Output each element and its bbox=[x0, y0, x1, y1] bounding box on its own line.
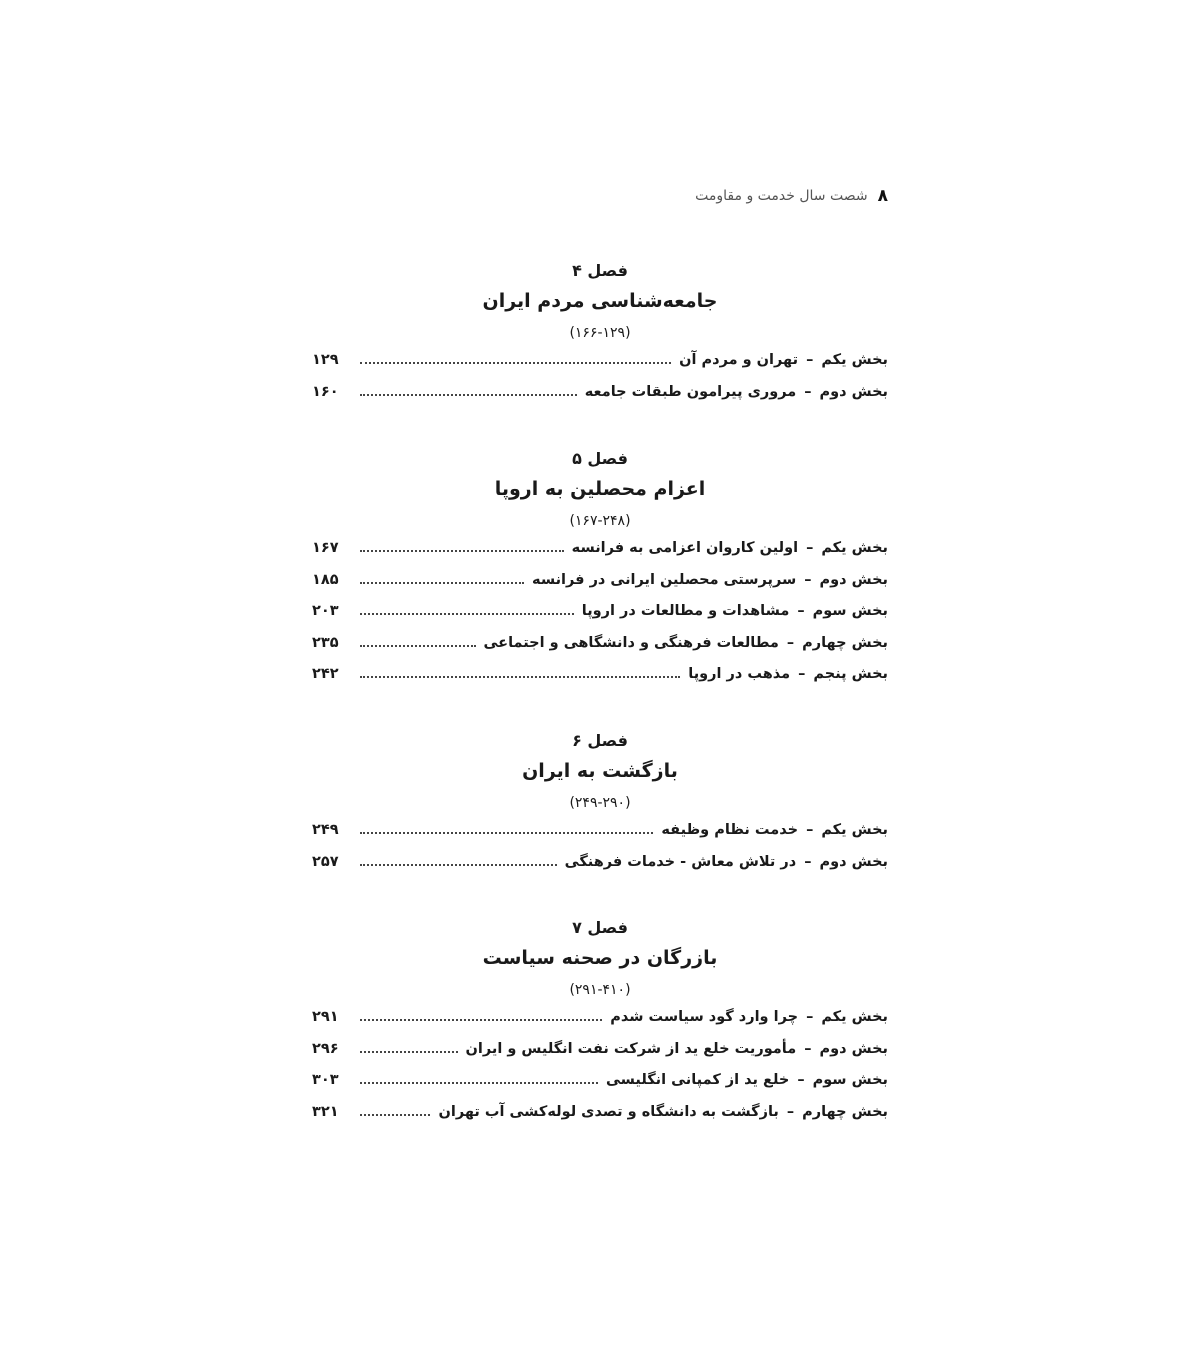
entry-dash: – bbox=[804, 383, 812, 400]
chapter-4 bbox=[312, 258, 888, 415]
dot-leader bbox=[360, 864, 557, 866]
dot-leader bbox=[360, 1019, 602, 1021]
chapter-label: فصل ۴ bbox=[572, 261, 628, 280]
toc-entry[interactable] bbox=[312, 854, 888, 886]
dot-leader bbox=[360, 394, 577, 396]
entry-dash: – bbox=[804, 1040, 812, 1057]
toc-entry[interactable] bbox=[312, 666, 888, 698]
entry-dash: – bbox=[804, 571, 812, 588]
entry-page: ۲۰۳ bbox=[312, 603, 339, 619]
chapter-label: فصل ۵ bbox=[572, 449, 628, 468]
entry-dash: – bbox=[797, 603, 805, 619]
entry-part: بخش دوم bbox=[819, 571, 888, 588]
entry-page: ۲۹۱ bbox=[312, 1009, 339, 1025]
entry-part: بخش دوم bbox=[819, 383, 888, 400]
chapter-label: فصل ۶ bbox=[572, 731, 628, 750]
toc-entry[interactable] bbox=[312, 1041, 888, 1073]
entry-dash: – bbox=[786, 1103, 795, 1120]
entry-part: بخش پنجم bbox=[813, 666, 888, 682]
toc-entry[interactable] bbox=[312, 635, 888, 667]
toc-entry[interactable] bbox=[312, 1009, 888, 1041]
entry-dash: – bbox=[806, 352, 814, 368]
entry-part: بخش دوم bbox=[819, 853, 888, 870]
entry-part: بخش دوم bbox=[819, 1040, 888, 1057]
chapter-page-range: (۲۴۹-۲۹۰) bbox=[569, 795, 631, 811]
chapter-page-range: (۲۹۱-۴۱۰) bbox=[569, 982, 631, 998]
dot-leader bbox=[360, 362, 671, 364]
entry-part: بخش سوم bbox=[812, 1072, 888, 1088]
entry-page: ۱۸۵ bbox=[312, 571, 339, 588]
entry-title: خلع ید از کمپانی انگلیسی bbox=[605, 1072, 790, 1088]
entry-dash: – bbox=[806, 822, 814, 838]
chapter-title: جامعه‌شناسی مردم ایران bbox=[482, 290, 718, 312]
entry-part: بخش یکم bbox=[821, 1009, 888, 1025]
chapter-page-range: (۱۶۶-۱۲۹) bbox=[569, 325, 631, 341]
page-number: ۸ bbox=[877, 186, 888, 206]
chapter-title: اعزام محصلین به اروپا bbox=[494, 478, 706, 500]
book-title: شصت سال خدمت و مقاومت bbox=[695, 188, 868, 204]
entry-title: مطالعات فرهنگی و دانشگاهی و اجتماعی bbox=[483, 634, 779, 651]
toc-entry[interactable] bbox=[312, 822, 888, 854]
entry-page: ۲۵۷ bbox=[312, 853, 339, 870]
entry-page: ۱۶۷ bbox=[312, 540, 339, 556]
entry-dash: – bbox=[804, 853, 812, 870]
entry-page: ۲۹۶ bbox=[312, 1040, 339, 1057]
entry-title: چرا وارد گود سیاست شدم bbox=[610, 1009, 799, 1025]
entry-part: بخش چهارم bbox=[802, 634, 888, 651]
entry-part: بخش یکم bbox=[821, 540, 888, 556]
entry-page: ۳۰۳ bbox=[312, 1072, 339, 1088]
dot-leader bbox=[360, 1082, 598, 1084]
entry-page: ۳۲۱ bbox=[312, 1103, 339, 1120]
entry-title: خدمت نظام وظیفه bbox=[661, 822, 799, 838]
toc-entry[interactable] bbox=[312, 384, 888, 416]
dot-leader bbox=[360, 645, 476, 647]
entry-title: مذهب در اروپا bbox=[688, 666, 791, 682]
toc-entry[interactable] bbox=[312, 603, 888, 635]
entry-title: تهران و مردم آن bbox=[679, 352, 799, 368]
dot-leader bbox=[360, 676, 680, 678]
entry-page: ۱۶۰ bbox=[312, 383, 339, 400]
entry-page: ۲۴۲ bbox=[312, 666, 339, 682]
entry-title: مشاهدات و مطالعات در اروپا bbox=[581, 603, 790, 619]
entry-part: بخش چهارم bbox=[802, 1103, 888, 1120]
chapter-page-range: (۱۶۷-۲۴۸) bbox=[569, 513, 631, 529]
entry-dash: – bbox=[798, 666, 806, 682]
entry-part: بخش یکم bbox=[821, 822, 888, 838]
entry-part: بخش سوم bbox=[812, 603, 888, 619]
entry-title: سرپرستی محصلین ایرانی در فرانسه bbox=[532, 571, 797, 588]
dot-leader bbox=[360, 550, 564, 552]
entry-dash: – bbox=[806, 1009, 814, 1025]
dot-leader bbox=[360, 1114, 430, 1116]
entry-dash: – bbox=[786, 634, 795, 651]
toc-entry[interactable] bbox=[312, 352, 888, 384]
entry-part: بخش یکم bbox=[821, 352, 888, 368]
chapter-label: فصل ۷ bbox=[572, 918, 628, 937]
toc-entry[interactable] bbox=[312, 1104, 888, 1136]
chapter-6 bbox=[312, 728, 888, 885]
entry-title: بازگشت به دانشگاه و تصدی لوله‌کشی آب تهران bbox=[438, 1103, 779, 1120]
dot-leader bbox=[360, 832, 653, 834]
chapter-5 bbox=[312, 446, 888, 698]
chapter-7 bbox=[312, 915, 888, 1135]
entry-title: در تلاش معاش - خدمات فرهنگی bbox=[564, 853, 797, 870]
toc-entry[interactable] bbox=[312, 572, 888, 604]
entry-page: ۲۳۵ bbox=[312, 634, 339, 651]
toc-entry[interactable] bbox=[312, 540, 888, 572]
entry-dash: – bbox=[797, 1072, 805, 1088]
dot-leader bbox=[360, 613, 574, 615]
entry-dash: – bbox=[806, 540, 814, 556]
toc-entry[interactable] bbox=[312, 1072, 888, 1104]
dot-leader bbox=[360, 1051, 458, 1053]
chapter-title: بازگشت به ایران bbox=[522, 760, 678, 782]
entry-title: مروری پیرامون طبقات جامعه bbox=[584, 383, 797, 400]
dot-leader bbox=[360, 582, 524, 584]
entry-page: ۱۲۹ bbox=[312, 352, 339, 368]
chapter-title: بازرگان در صحنه سیاست bbox=[482, 947, 718, 969]
entry-title: اولین کاروان اعزامی به فرانسه bbox=[571, 540, 799, 556]
running-header bbox=[695, 186, 888, 206]
entry-title: مأموریت خلع ید از شرکت نفت انگلیس و ایران bbox=[465, 1040, 797, 1057]
entry-page: ۲۴۹ bbox=[312, 822, 339, 838]
